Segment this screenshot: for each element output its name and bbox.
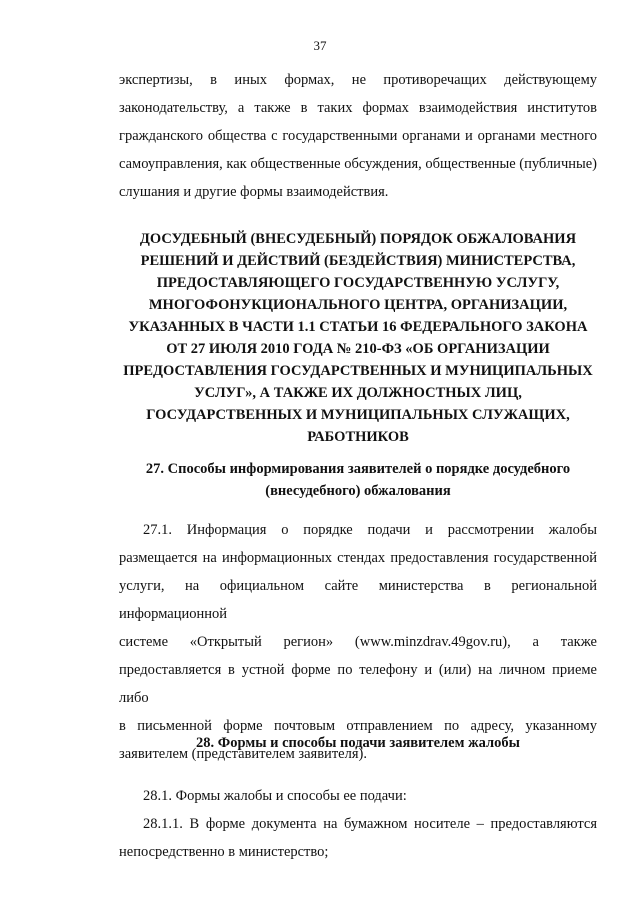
body-line: размещается на информационных стендах предоставления государственной: [119, 550, 597, 566]
intro-line: законодательству, а также в таких формах взаимодействия институтов: [119, 100, 597, 116]
section-title-line: МНОГОФОНУКЦИОНАЛЬНОГО ЦЕНТРА, ОРГАНИЗАЦИИ,: [148, 297, 568, 313]
page-number: 37: [313, 38, 327, 53]
body-line: непосредственно в министерство;: [119, 844, 329, 860]
body-line: предоставляется в устной форме по телефону и (или) на личном приеме либо: [119, 662, 597, 706]
body-line: системе «Открытый регион» (www.minzdrav.49gov.ru), а также: [119, 634, 597, 650]
body-line: услуги, на официальном сайте министерства в региональной информационной: [119, 578, 597, 622]
intro-line: слушания и другие формы взаимодействия.: [119, 184, 389, 200]
section-title-line: ДОСУДЕБНЫЙ (ВНЕСУДЕБНЫЙ) ПОРЯДОК ОБЖАЛОВАНИЯ: [139, 231, 577, 247]
subsection-title-line: 27. Способы информирования заявителей о порядке досудебного: [145, 461, 571, 477]
body-line: 27.1. Информация о порядке подачи и рассмотрении жалобы: [143, 522, 597, 538]
section-title-line: РАБОТНИКОВ: [307, 429, 409, 445]
subsection-27-paragraph: [119, 516, 597, 768]
section-title: [100, 228, 616, 448]
subsection-28-paragraph-2: [119, 810, 597, 866]
body-line: в письменной форме почтовым отправлением по адресу, указанному: [119, 718, 597, 734]
body-line: 28.1.1. В форме документа на бумажном носителе – предоставляются: [143, 816, 597, 832]
intro-line: экспертизы, в иных формах, не противоречащих действующему: [119, 72, 597, 88]
intro-paragraph: [119, 66, 597, 206]
section-title-line: ПРЕДОСТАВЛЯЮЩЕГО ГОСУДАРСТВЕННУЮ УСЛУГУ,: [156, 275, 560, 291]
section-title-line: УКАЗАННЫХ В ЧАСТИ 1.1 СТАТЬИ 16 ФЕДЕРАЛЬНОГО ЗАКОНА: [128, 319, 588, 335]
section-title-line: РЕШЕНИЙ И ДЕЙСТВИЙ (БЕЗДЕЙСТВИЯ) МИНИСТЕРСТВА,: [140, 253, 576, 269]
section-title-line: УСЛУГ», А ТАКЖЕ ИХ ДОЛЖНОСТНЫХ ЛИЦ,: [194, 385, 522, 401]
subsection-27-title: [110, 458, 606, 502]
section-title-line: ОТ 27 ИЮЛЯ 2010 ГОДА № 210-ФЗ «ОБ ОРГАНИЗАЦИИ: [166, 341, 550, 357]
section-title-line: ГОСУДАРСТВЕННЫХ И МУНИЦИПАЛЬНЫХ СЛУЖАЩИХ,: [146, 407, 570, 423]
body-line: заявителем (представителем заявителя).: [119, 746, 367, 762]
body-line: 28.1. Формы жалобы и способы ее подачи:: [143, 788, 407, 804]
subsection-28-paragraph-1: [119, 782, 597, 810]
intro-line: самоуправления, как общественные обсуждения, общественные (публичные): [119, 156, 597, 172]
subsection-title-line: (внесудебного) обжалования: [265, 483, 451, 499]
intro-line: гражданского общества с государственными органами и органами местного: [119, 128, 597, 144]
section-title-line: ПРЕДОСТАВЛЕНИЯ ГОСУДАРСТВЕННЫХ И МУНИЦИПАЛЬНЫХ: [123, 363, 593, 379]
subsection-28-title: 28. Формы и способы подачи заявителем жалобы: [196, 735, 520, 751]
